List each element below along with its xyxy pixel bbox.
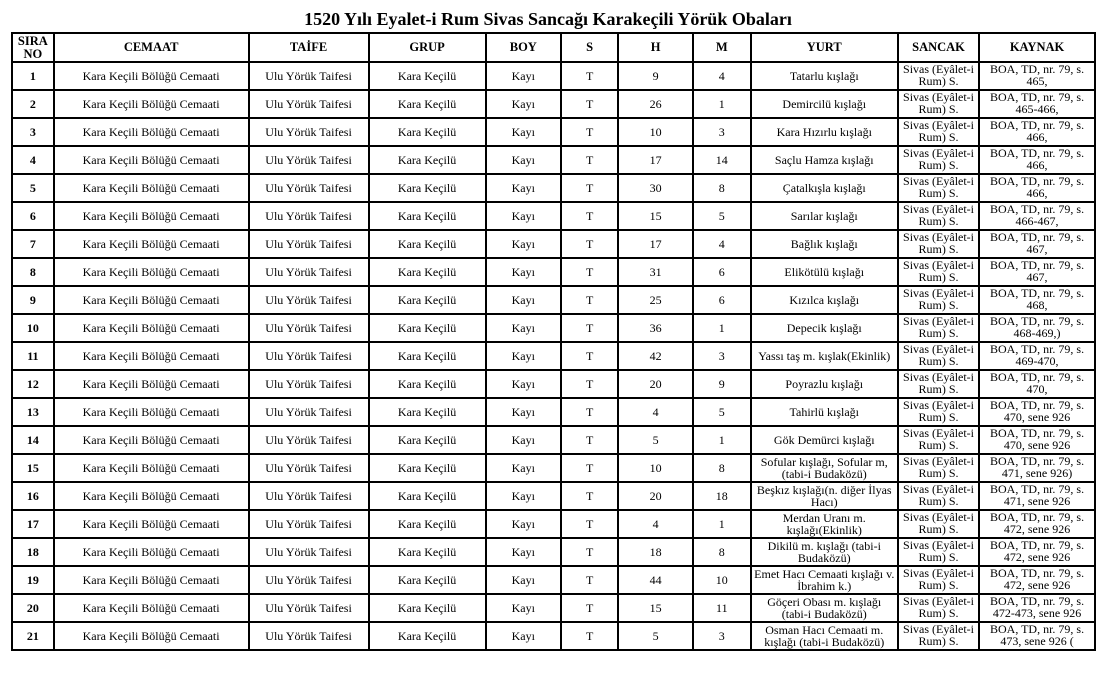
cell-boy: Kayı: [486, 566, 561, 594]
cell-yurt: Merdan Uranı m. kışlağı(Ekinlik): [751, 510, 898, 538]
header-cemaat: CEMAAT: [54, 33, 249, 62]
cell-boy: Kayı: [486, 258, 561, 286]
cell-taife: Ulu Yörük Taifesi: [249, 370, 369, 398]
cell-boy: Kayı: [486, 286, 561, 314]
cell-boy: Kayı: [486, 90, 561, 118]
cell-kaynak: BOA, TD, nr. 79, s. 465-466,: [979, 90, 1095, 118]
cell-h: 20: [618, 370, 693, 398]
cell-sira-no: 8: [12, 258, 54, 286]
cell-yurt: Çatalkışla kışlağı: [751, 174, 898, 202]
cell-yurt: Depecik kışlağı: [751, 314, 898, 342]
table-row: [12, 230, 1095, 258]
cell-h: 5: [618, 426, 693, 454]
cell-yurt: Beşkız kışlağı(n. diğer İlyas Hacı): [751, 482, 898, 510]
cell-m: 1: [693, 426, 750, 454]
cell-cemaat: Kara Keçili Bölüğü Cemaati: [54, 146, 249, 174]
cell-m: 8: [693, 174, 750, 202]
cell-grup: Kara Keçilü: [369, 314, 486, 342]
cell-taife: Ulu Yörük Taifesi: [249, 426, 369, 454]
cell-sancak: Sivas (Eyâlet-i Rum) S.: [898, 90, 979, 118]
table-row: [12, 370, 1095, 398]
cell-yurt: Demircilü kışlağı: [751, 90, 898, 118]
cell-sira-no: 6: [12, 202, 54, 230]
cell-yurt: Saçlu Hamza kışlağı: [751, 146, 898, 174]
cell-sira-no: 18: [12, 538, 54, 566]
cell-cemaat: Kara Keçili Bölüğü Cemaati: [54, 202, 249, 230]
cell-taife: Ulu Yörük Taifesi: [249, 566, 369, 594]
cell-yurt: Elikötülü kışlağı: [751, 258, 898, 286]
cell-m: 10: [693, 566, 750, 594]
cell-sira-no: 4: [12, 146, 54, 174]
cell-kaynak: BOA, TD, nr. 79, s. 468,: [979, 286, 1095, 314]
cell-sira-no: 12: [12, 370, 54, 398]
cell-kaynak: BOA, TD, nr. 79, s. 465,: [979, 62, 1095, 90]
cell-m: 8: [693, 454, 750, 482]
cell-h: 15: [618, 202, 693, 230]
cell-sira-no: 14: [12, 426, 54, 454]
cell-h: 30: [618, 174, 693, 202]
cell-boy: Kayı: [486, 482, 561, 510]
cell-taife: Ulu Yörük Taifesi: [249, 342, 369, 370]
cell-s: T: [561, 174, 618, 202]
cell-h: 42: [618, 342, 693, 370]
cell-kaynak: BOA, TD, nr. 79, s. 468-469,): [979, 314, 1095, 342]
table-row: [12, 622, 1095, 650]
table-row: [12, 398, 1095, 426]
cell-grup: Kara Keçilü: [369, 286, 486, 314]
cell-taife: Ulu Yörük Taifesi: [249, 202, 369, 230]
cell-s: T: [561, 314, 618, 342]
cell-taife: Ulu Yörük Taifesi: [249, 286, 369, 314]
cell-grup: Kara Keçilü: [369, 258, 486, 286]
cell-cemaat: Kara Keçili Bölüğü Cemaati: [54, 370, 249, 398]
cell-m: 8: [693, 538, 750, 566]
cell-kaynak: BOA, TD, nr. 79, s. 466-467,: [979, 202, 1095, 230]
cell-cemaat: Kara Keçili Bölüğü Cemaati: [54, 314, 249, 342]
page-title: 1520 Yılı Eyalet-i Rum Sivas Sancağı Karakeçili Yörük Obaları: [304, 9, 792, 29]
cell-boy: Kayı: [486, 370, 561, 398]
cell-yurt: Göçeri Obası m. kışlağı (tabi-i Budaközü): [751, 594, 898, 622]
cell-kaynak: BOA, TD, nr. 79, s. 470, sene 926: [979, 398, 1095, 426]
cell-kaynak: BOA, TD, nr. 79, s. 466,: [979, 118, 1095, 146]
table-row: [12, 90, 1095, 118]
cell-cemaat: Kara Keçili Bölüğü Cemaati: [54, 594, 249, 622]
cell-taife: Ulu Yörük Taifesi: [249, 146, 369, 174]
cell-sancak: Sivas (Eyâlet-i Rum) S.: [898, 174, 979, 202]
cell-grup: Kara Keçilü: [369, 174, 486, 202]
cell-sancak: Sivas (Eyâlet-i Rum) S.: [898, 230, 979, 258]
header-m: M: [693, 33, 750, 62]
cell-sira-no: 11: [12, 342, 54, 370]
header-boy: BOY: [486, 33, 561, 62]
cell-cemaat: Kara Keçili Bölüğü Cemaati: [54, 566, 249, 594]
cell-m: 3: [693, 622, 750, 650]
cell-yurt: Bağlık kışlağı: [751, 230, 898, 258]
cell-sancak: Sivas (Eyâlet-i Rum) S.: [898, 146, 979, 174]
cell-sira-no: 9: [12, 286, 54, 314]
cell-s: T: [561, 118, 618, 146]
cell-cemaat: Kara Keçili Bölüğü Cemaati: [54, 258, 249, 286]
cell-kaynak: BOA, TD, nr. 79, s. 471, sene 926): [979, 454, 1095, 482]
cell-kaynak: BOA, TD, nr. 79, s. 470,: [979, 370, 1095, 398]
cell-sancak: Sivas (Eyâlet-i Rum) S.: [898, 314, 979, 342]
cell-grup: Kara Keçilü: [369, 370, 486, 398]
cell-h: 4: [618, 510, 693, 538]
cell-sancak: Sivas (Eyâlet-i Rum) S.: [898, 202, 979, 230]
cell-taife: Ulu Yörük Taifesi: [249, 594, 369, 622]
cell-yurt: Osman Hacı Cemaati m. kışlağı (tabi-i Budaközü): [751, 622, 898, 650]
cell-h: 17: [618, 230, 693, 258]
cell-taife: Ulu Yörük Taifesi: [249, 538, 369, 566]
cell-taife: Ulu Yörük Taifesi: [249, 258, 369, 286]
cell-boy: Kayı: [486, 342, 561, 370]
cell-cemaat: Kara Keçili Bölüğü Cemaati: [54, 286, 249, 314]
table-row: [12, 146, 1095, 174]
cell-h: 36: [618, 314, 693, 342]
cell-taife: Ulu Yörük Taifesi: [249, 90, 369, 118]
cell-sira-no: 5: [12, 174, 54, 202]
cell-sancak: Sivas (Eyâlet-i Rum) S.: [898, 482, 979, 510]
cell-grup: Kara Keçilü: [369, 622, 486, 650]
cell-sancak: Sivas (Eyâlet-i Rum) S.: [898, 370, 979, 398]
cell-boy: Kayı: [486, 314, 561, 342]
cell-boy: Kayı: [486, 146, 561, 174]
cell-sira-no: 2: [12, 90, 54, 118]
cell-grup: Kara Keçilü: [369, 454, 486, 482]
table-row: [12, 174, 1095, 202]
cell-grup: Kara Keçilü: [369, 230, 486, 258]
cell-taife: Ulu Yörük Taifesi: [249, 622, 369, 650]
cell-sira-no: 16: [12, 482, 54, 510]
cell-sancak: Sivas (Eyâlet-i Rum) S.: [898, 62, 979, 90]
cell-yurt: Dikilü m. kışlağı (tabi-i Budaközü): [751, 538, 898, 566]
cell-grup: Kara Keçilü: [369, 146, 486, 174]
cell-m: 1: [693, 314, 750, 342]
cell-kaynak: BOA, TD, nr. 79, s. 472, sene 926: [979, 510, 1095, 538]
cell-m: 5: [693, 398, 750, 426]
cell-s: T: [561, 482, 618, 510]
cell-h: 15: [618, 594, 693, 622]
cell-s: T: [561, 286, 618, 314]
cell-s: T: [561, 594, 618, 622]
cell-boy: Kayı: [486, 426, 561, 454]
cell-kaynak: BOA, TD, nr. 79, s. 467,: [979, 230, 1095, 258]
cell-cemaat: Kara Keçili Bölüğü Cemaati: [54, 62, 249, 90]
cell-kaynak: BOA, TD, nr. 79, s. 472-473, sene 926: [979, 594, 1095, 622]
cell-boy: Kayı: [486, 622, 561, 650]
cell-h: 26: [618, 90, 693, 118]
cell-h: 25: [618, 286, 693, 314]
obalar-table: [11, 32, 1096, 651]
cell-grup: Kara Keçilü: [369, 90, 486, 118]
cell-taife: Ulu Yörük Taifesi: [249, 174, 369, 202]
cell-grup: Kara Keçilü: [369, 398, 486, 426]
table-row: [12, 426, 1095, 454]
cell-cemaat: Kara Keçili Bölüğü Cemaati: [54, 118, 249, 146]
cell-taife: Ulu Yörük Taifesi: [249, 230, 369, 258]
cell-boy: Kayı: [486, 62, 561, 90]
cell-cemaat: Kara Keçili Bölüğü Cemaati: [54, 230, 249, 258]
cell-sira-no: 3: [12, 118, 54, 146]
cell-taife: Ulu Yörük Taifesi: [249, 482, 369, 510]
cell-grup: Kara Keçilü: [369, 342, 486, 370]
cell-yurt: Yassı taş m. kışlak(Ekinlik): [751, 342, 898, 370]
cell-m: 18: [693, 482, 750, 510]
table-row: [12, 566, 1095, 594]
cell-s: T: [561, 538, 618, 566]
cell-m: 1: [693, 510, 750, 538]
cell-m: 6: [693, 286, 750, 314]
header-sancak: SANCAK: [898, 33, 979, 62]
cell-cemaat: Kara Keçili Bölüğü Cemaati: [54, 454, 249, 482]
cell-sancak: Sivas (Eyâlet-i Rum) S.: [898, 118, 979, 146]
cell-taife: Ulu Yörük Taifesi: [249, 398, 369, 426]
cell-m: 5: [693, 202, 750, 230]
cell-grup: Kara Keçilü: [369, 202, 486, 230]
cell-cemaat: Kara Keçili Bölüğü Cemaati: [54, 174, 249, 202]
cell-h: 31: [618, 258, 693, 286]
cell-h: 5: [618, 622, 693, 650]
table-row: [12, 314, 1095, 342]
cell-grup: Kara Keçilü: [369, 482, 486, 510]
table-header-row: [12, 33, 1095, 62]
cell-grup: Kara Keçilü: [369, 426, 486, 454]
cell-kaynak: BOA, TD, nr. 79, s. 466,: [979, 174, 1095, 202]
cell-yurt: Tatarlu kışlağı: [751, 62, 898, 90]
cell-cemaat: Kara Keçili Bölüğü Cemaati: [54, 342, 249, 370]
cell-s: T: [561, 398, 618, 426]
header-kaynak: KAYNAK: [979, 33, 1095, 62]
cell-kaynak: BOA, TD, nr. 79, s. 466,: [979, 146, 1095, 174]
cell-s: T: [561, 370, 618, 398]
cell-sancak: Sivas (Eyâlet-i Rum) S.: [898, 258, 979, 286]
cell-sancak: Sivas (Eyâlet-i Rum) S.: [898, 398, 979, 426]
cell-taife: Ulu Yörük Taifesi: [249, 454, 369, 482]
cell-sira-no: 20: [12, 594, 54, 622]
cell-taife: Ulu Yörük Taifesi: [249, 62, 369, 90]
cell-yurt: Kara Hızırlu kışlağı: [751, 118, 898, 146]
cell-boy: Kayı: [486, 202, 561, 230]
cell-cemaat: Kara Keçili Bölüğü Cemaati: [54, 90, 249, 118]
table-row: [12, 118, 1095, 146]
cell-kaynak: BOA, TD, nr. 79, s. 472, sene 926: [979, 538, 1095, 566]
cell-boy: Kayı: [486, 538, 561, 566]
cell-cemaat: Kara Keçili Bölüğü Cemaati: [54, 622, 249, 650]
cell-grup: Kara Keçilü: [369, 62, 486, 90]
cell-s: T: [561, 566, 618, 594]
cell-h: 17: [618, 146, 693, 174]
cell-sira-no: 17: [12, 510, 54, 538]
table-row: [12, 594, 1095, 622]
header-taife: TAİFE: [249, 33, 369, 62]
cell-cemaat: Kara Keçili Bölüğü Cemaati: [54, 538, 249, 566]
cell-kaynak: BOA, TD, nr. 79, s. 469-470,: [979, 342, 1095, 370]
cell-grup: Kara Keçilü: [369, 118, 486, 146]
cell-cemaat: Kara Keçili Bölüğü Cemaati: [54, 482, 249, 510]
cell-kaynak: BOA, TD, nr. 79, s. 470, sene 926: [979, 426, 1095, 454]
cell-s: T: [561, 342, 618, 370]
header-sira-no: SIRA NO: [12, 33, 54, 62]
cell-m: 3: [693, 118, 750, 146]
cell-yurt: Sarılar kışlağı: [751, 202, 898, 230]
cell-h: 10: [618, 118, 693, 146]
cell-s: T: [561, 146, 618, 174]
cell-boy: Kayı: [486, 454, 561, 482]
table-row: [12, 202, 1095, 230]
table-row: [12, 454, 1095, 482]
header-s: S: [561, 33, 618, 62]
cell-kaynak: BOA, TD, nr. 79, s. 472, sene 926: [979, 566, 1095, 594]
cell-s: T: [561, 90, 618, 118]
table-row: [12, 538, 1095, 566]
cell-h: 10: [618, 454, 693, 482]
cell-sancak: Sivas (Eyâlet-i Rum) S.: [898, 538, 979, 566]
cell-s: T: [561, 62, 618, 90]
cell-cemaat: Kara Keçili Bölüğü Cemaati: [54, 426, 249, 454]
table-row: [12, 62, 1095, 90]
header-grup: GRUP: [369, 33, 486, 62]
cell-kaynak: BOA, TD, nr. 79, s. 467,: [979, 258, 1095, 286]
cell-taife: Ulu Yörük Taifesi: [249, 510, 369, 538]
table-row: [12, 286, 1095, 314]
cell-s: T: [561, 426, 618, 454]
cell-m: 3: [693, 342, 750, 370]
cell-cemaat: Kara Keçili Bölüğü Cemaati: [54, 510, 249, 538]
cell-kaynak: BOA, TD, nr. 79, s. 473, sene 926 (: [979, 622, 1095, 650]
table-body: [12, 62, 1095, 650]
header-yurt: YURT: [751, 33, 898, 62]
cell-s: T: [561, 258, 618, 286]
cell-boy: Kayı: [486, 118, 561, 146]
cell-grup: Kara Keçilü: [369, 594, 486, 622]
table-row: [12, 342, 1095, 370]
cell-h: 44: [618, 566, 693, 594]
cell-boy: Kayı: [486, 174, 561, 202]
cell-m: 1: [693, 90, 750, 118]
header-h: H: [618, 33, 693, 62]
cell-boy: Kayı: [486, 594, 561, 622]
cell-h: 4: [618, 398, 693, 426]
cell-sira-no: 21: [12, 622, 54, 650]
cell-kaynak: BOA, TD, nr. 79, s. 471, sene 926: [979, 482, 1095, 510]
cell-boy: Kayı: [486, 510, 561, 538]
cell-sira-no: 7: [12, 230, 54, 258]
cell-h: 18: [618, 538, 693, 566]
cell-yurt: Kızılca kışlağı: [751, 286, 898, 314]
cell-sira-no: 1: [12, 62, 54, 90]
cell-m: 4: [693, 230, 750, 258]
cell-sancak: Sivas (Eyâlet-i Rum) S.: [898, 566, 979, 594]
cell-grup: Kara Keçilü: [369, 566, 486, 594]
cell-yurt: Sofular kışlağı, Sofular m, (tabi-i Budaközü): [751, 454, 898, 482]
cell-sancak: Sivas (Eyâlet-i Rum) S.: [898, 454, 979, 482]
cell-m: 9: [693, 370, 750, 398]
cell-grup: Kara Keçilü: [369, 538, 486, 566]
table-row: [12, 510, 1095, 538]
cell-sancak: Sivas (Eyâlet-i Rum) S.: [898, 622, 979, 650]
cell-yurt: Gök Demürci kışlağı: [751, 426, 898, 454]
cell-sancak: Sivas (Eyâlet-i Rum) S.: [898, 510, 979, 538]
table-row: [12, 482, 1095, 510]
cell-h: 9: [618, 62, 693, 90]
cell-m: 4: [693, 62, 750, 90]
cell-sancak: Sivas (Eyâlet-i Rum) S.: [898, 594, 979, 622]
cell-cemaat: Kara Keçili Bölüğü Cemaati: [54, 398, 249, 426]
cell-sancak: Sivas (Eyâlet-i Rum) S.: [898, 286, 979, 314]
cell-sancak: Sivas (Eyâlet-i Rum) S.: [898, 342, 979, 370]
cell-s: T: [561, 510, 618, 538]
cell-yurt: Poyrazlu kışlağı: [751, 370, 898, 398]
cell-m: 6: [693, 258, 750, 286]
table-row: [12, 258, 1095, 286]
cell-taife: Ulu Yörük Taifesi: [249, 314, 369, 342]
cell-s: T: [561, 622, 618, 650]
cell-boy: Kayı: [486, 398, 561, 426]
cell-s: T: [561, 454, 618, 482]
cell-s: T: [561, 230, 618, 258]
cell-sancak: Sivas (Eyâlet-i Rum) S.: [898, 426, 979, 454]
cell-s: T: [561, 202, 618, 230]
cell-m: 11: [693, 594, 750, 622]
cell-m: 14: [693, 146, 750, 174]
cell-sira-no: 10: [12, 314, 54, 342]
cell-h: 20: [618, 482, 693, 510]
cell-sira-no: 15: [12, 454, 54, 482]
cell-sira-no: 19: [12, 566, 54, 594]
cell-yurt: Emet Hacı Cemaati kışlağı v. İbrahim k.): [751, 566, 898, 594]
cell-yurt: Tahirlü kışlağı: [751, 398, 898, 426]
cell-sira-no: 13: [12, 398, 54, 426]
cell-boy: Kayı: [486, 230, 561, 258]
cell-grup: Kara Keçilü: [369, 510, 486, 538]
cell-taife: Ulu Yörük Taifesi: [249, 118, 369, 146]
